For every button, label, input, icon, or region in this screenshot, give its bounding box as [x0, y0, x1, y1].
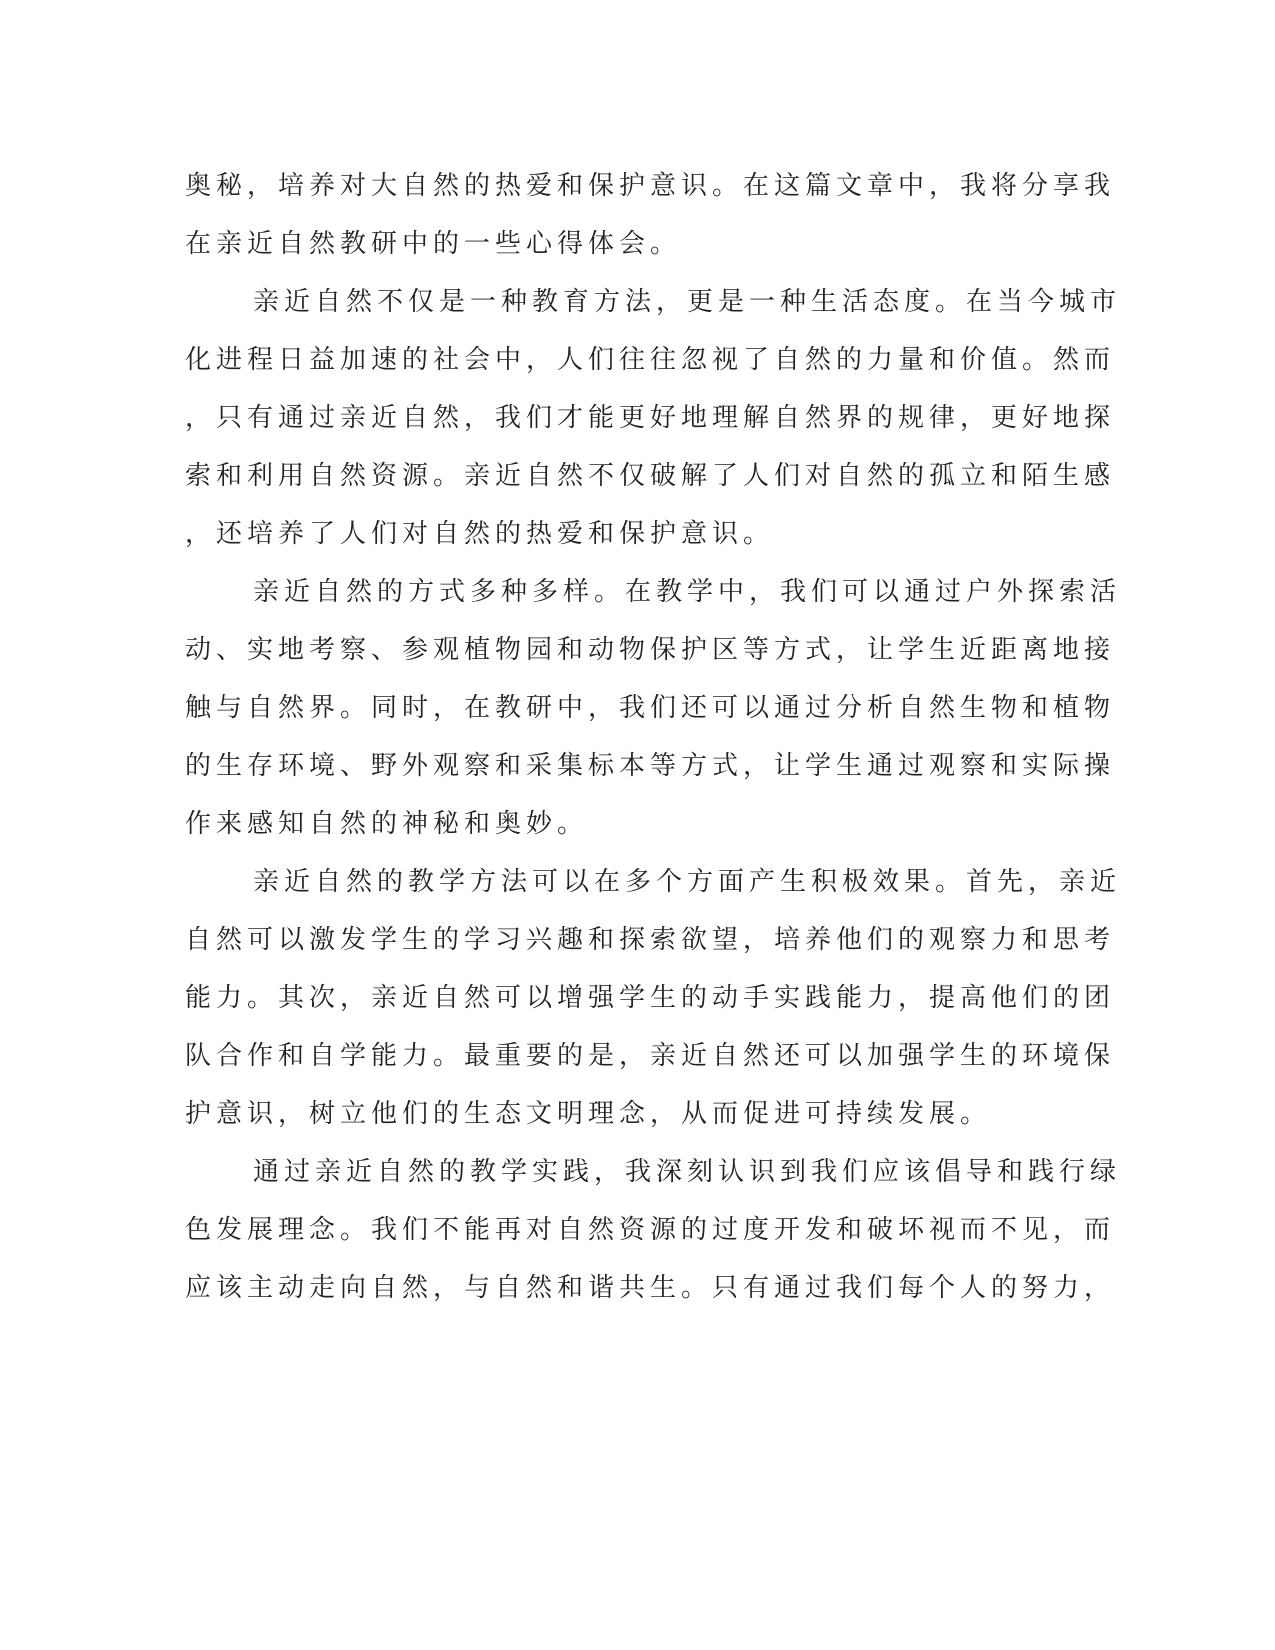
text-line: 自然可以激发学生的学习兴趣和探索欲望，培养他们的观察力和思考	[185, 925, 1116, 955]
text-line: 索和利用自然资源。亲近自然不仅破解了人们对自然的孤立和陌生感	[185, 461, 1116, 491]
text-line: 应该主动走向自然，与自然和谐共生。只有通过我们每个人的努力，	[185, 1273, 1116, 1303]
text-line: ，还培养了人们对自然的热爱和保护意识。	[185, 519, 775, 549]
text-line: 在亲近自然教研中的一些心得体会。	[185, 229, 682, 259]
text-line: 奥秘，培养对大自然的热爱和保护意识。在这篇文章中，我将分享我	[185, 171, 1116, 201]
text-line: 触与自然界。同时，在教研中，我们还可以通过分析自然生物和植物	[185, 693, 1116, 723]
text-line: 化进程日益加速的社会中，人们往往忽视了自然的力量和价值。然而	[185, 345, 1116, 375]
text-line: 能力。其次，亲近自然可以增强学生的动手实践能力，提高他们的团	[185, 983, 1116, 1013]
text-line: 队合作和自学能力。最重要的是，亲近自然还可以加强学生的环境保	[185, 1041, 1116, 1071]
text-line: 色发展理念。我们不能再对自然资源的过度开发和破坏视而不见，而	[185, 1215, 1116, 1245]
paragraph-start-line: 亲近自然不仅是一种教育方法，更是一种生活态度。在当今城市	[253, 287, 1122, 317]
paragraph-start-line: 亲近自然的教学方法可以在多个方面产生积极效果。首先，亲近	[253, 867, 1122, 897]
paragraph-start-line: 通过亲近自然的教学实践，我深刻认识到我们应该倡导和践行绿	[253, 1157, 1122, 1187]
text-line: 的生存环境、野外观察和采集标本等方式，让学生通过观察和实际操	[185, 751, 1116, 781]
text-line: 作来感知自然的神秘和奥妙。	[185, 809, 589, 839]
text-line: ，只有通过亲近自然，我们才能更好地理解自然界的规律，更好地探	[185, 403, 1116, 433]
text-line: 护意识，树立他们的生态文明理念，从而促进可持续发展。	[185, 1099, 992, 1129]
text-line: 动、实地考察、参观植物园和动物保护区等方式，让学生近距离地接	[185, 635, 1116, 665]
body-text	[185, 157, 1122, 1317]
paragraph-start-line: 亲近自然的方式多种多样。在教学中，我们可以通过户外探索活	[253, 577, 1122, 607]
